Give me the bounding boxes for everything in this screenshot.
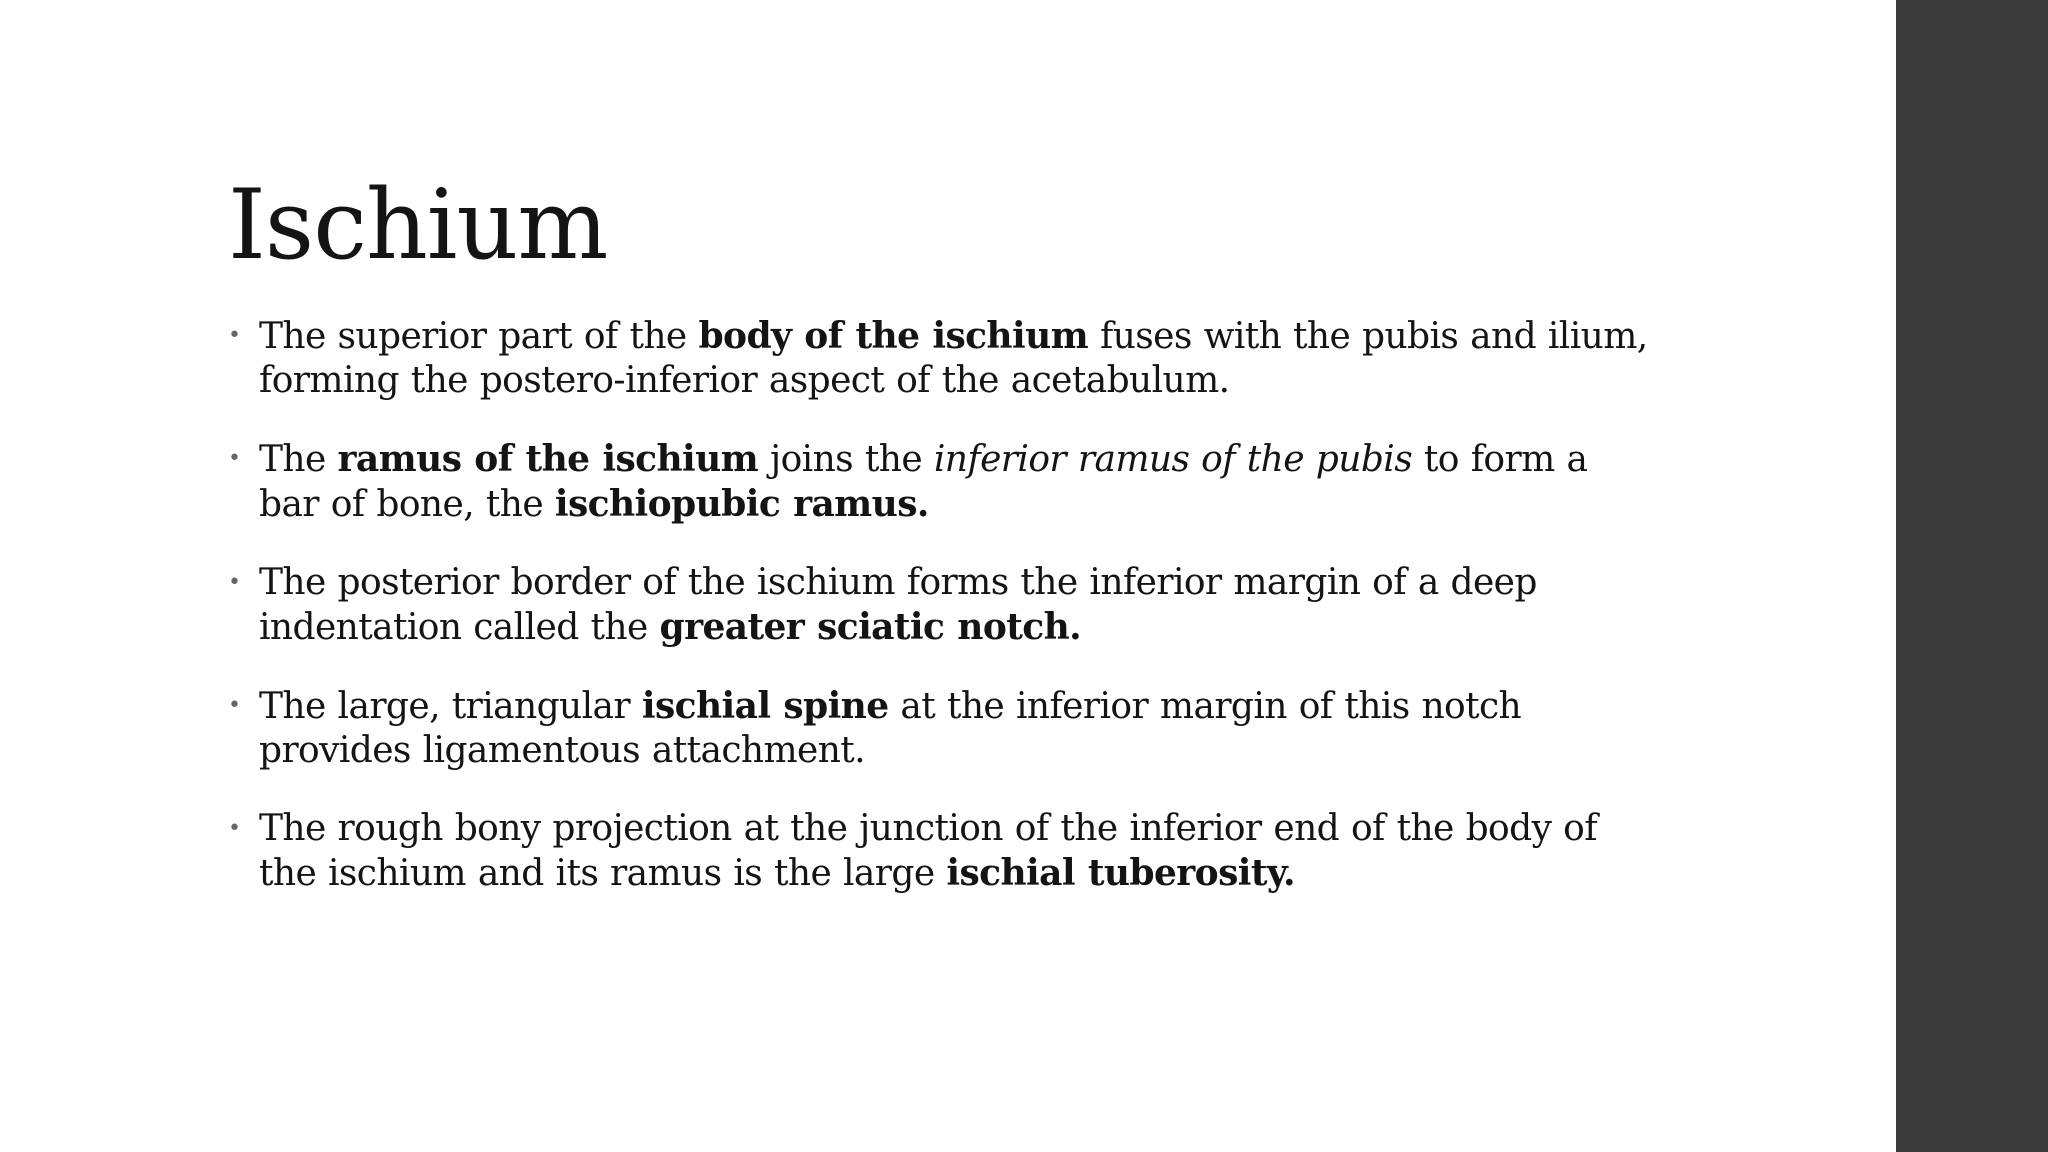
bullet-dot-icon: • <box>228 446 241 471</box>
bold-term: ischial tuberosity. <box>946 852 1295 894</box>
bullet-dot-icon: • <box>228 816 241 841</box>
bullet-item-greater-sciatic-notch <box>228 561 1648 650</box>
bullet-dot-icon: • <box>228 323 241 348</box>
bullet-text: The rough bony projection at the junction of the inferior end of the body of the ischium and its ramus is the large <box>259 808 1597 894</box>
bullet-dot-icon: • <box>228 693 241 718</box>
bullet-text: The posterior border of the ischium forms the inferior margin of a deep indentation called the <box>259 562 1537 648</box>
bullet-text: at the inferior margin of this notch provides ligamentous attachment. <box>259 686 1522 771</box>
bullet-text: The large, triangular <box>259 686 642 727</box>
bullet-dot-icon: • <box>228 570 241 595</box>
bullet-text: to form a bar of bone, the <box>259 439 1588 525</box>
bullet-list <box>228 314 1648 930</box>
bullet-item-ischial-spine <box>228 684 1648 773</box>
bold-term: ischial spine <box>641 685 889 727</box>
italic-term: inferior ramus of the pubis <box>933 439 1413 480</box>
bullet-text: fuses with the pubis and ilium, forming the postero-inferior aspect of the acetabulum. <box>259 316 1648 401</box>
bold-term: ischiopubic ramus. <box>554 483 929 525</box>
slide-title: Ischium <box>228 169 608 281</box>
bold-term: ramus of the ischium <box>337 438 759 480</box>
bullet-text: The <box>259 439 338 480</box>
bold-term: greater sciatic notch. <box>659 606 1082 648</box>
bullet-text: The superior part of the <box>259 316 699 357</box>
bullet-item-ischial-tuberosity <box>228 807 1648 896</box>
bullet-text: joins the <box>758 439 934 480</box>
bullet-item-body-of-ischium <box>228 314 1648 403</box>
bold-term: body of the ischium <box>698 315 1089 357</box>
bullet-item-ramus-of-ischium <box>228 437 1648 527</box>
side-bar <box>1896 0 2048 1152</box>
